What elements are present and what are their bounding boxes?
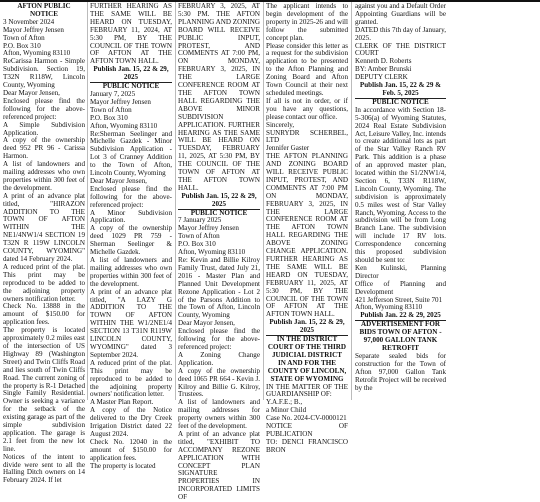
notice-text: FEBRUARY 3, 2025, AT 5:30 PM. THE AFTON PLANNING AND ZONING BOARD WILL RECEIVE PUBLIC INPUT, PROTEST, AND COMMENTS AT 7:00 PM, ON MONDAY, FEBRUARY 3, 2025, IN THE LARGE CONFERENCE ROOM AT THE AFTON TOWN HALL REGARDING THE ABOVE MINOR SUBDIVISION APPLICATION. FURTHER HEARING AS THE SAME WILL BE HEARD ON TUESDAY, FEBRUARY 11, 2025, AT 5:30 PM, BY THE COUNCIL OF THE TOWN OF AFTON AT THE AFTON TOWN HALL.: [178, 2, 260, 192]
notice-text: Dear Mayor Jensen,: [3, 88, 60, 97]
notice-text: Mayor Jeffrey Jensen: [90, 97, 151, 106]
publish-dates: Publish Jan. 15, 22 & 29, 2025: [93, 65, 169, 82]
column-1: [3, 2, 85, 485]
notice-text: A copy of the ownership deed 952 PR 96 - Carissa Harmon.: [3, 136, 85, 161]
notice-text: A copy of the Notice delivered to the Dry Creek Irrigation District dated 22 August 2024.: [90, 406, 172, 438]
publish-dates: Publish Jan. 15, 22 & 29 & Feb. 5, 2025: [359, 81, 442, 97]
notice-text: Enclosed please find the following for the above-referenced project:: [90, 184, 172, 209]
notice-text: NOTICE OF PUBLICATION: [266, 422, 348, 438]
notice-text: A copy of the ownership deed 1029 PR 759 - Sherman Seelinger & Michelle Gazdek.: [90, 224, 172, 257]
notice-text: TO: DENCI FRANCISCO BRON: [266, 437, 348, 454]
notice-text: Dear Mayor Jensen,: [90, 176, 147, 185]
notice-text: Separate sealed bids for construction for the Town of Afton 97,000 Gallon Tank Retrofit Project will be received by the: [355, 351, 447, 392]
notice-text: A Zoning Change Application.: [178, 350, 260, 367]
notice-text: Mayor Jeffrey Jensen: [3, 25, 64, 34]
notice-text: The property is located approximately 0.2 miles east of the intersection of US Highway 89 (Washington Street) and Twin Cliffs Road and lies south of Twin Cliffs Road. The current zoning of the property is R-1 Detached Single Family Residential. Owner is seeking a variance for the setback of the existing garage as part of the simple subdivision application. The garage is 2.1 feet from the new lot line.: [3, 326, 85, 453]
notice-text: Check No. 13888 in the amount of $150.00 for application fees.: [3, 302, 85, 327]
notice-text: CLERK OF THE DISTRICT COURT: [355, 41, 446, 58]
notice-text: Dear Mayor Jensen,: [178, 319, 235, 328]
notice-heading: IN THE DISTRICT COURT OF THE THIRD JUDICIAL DISTRICT: [267, 335, 347, 359]
notice-text: IN THE MATTER OF THE GUARDIANSHIP OF:: [266, 382, 348, 399]
notice-text: Please consider this letter as a request for the subdivision application to be presented to the Afton Planning and Zoning Board and Afton Town Council at their next scheduled meetings.: [266, 41, 348, 97]
notice-text: In accordance with Section 18-5-306(a) of Wyoming Statutes, 2024 Real Estate Subdivision Act, Leisure Valley, Inc. intends to create additional lots as part of the Star Valley Ranch RV Park. This addition is a phase of an approved master plan, located within the S1/2NW1/4, Section 6, T33N R118W, Lincoln County, Wyoming. The subdivision is approximately 0.5 miles west of Star Valley Ranch, Wyoming. Access to the subdivision will be from Long Branch Lane. The subdivision will include 17 RV lots. Correspondence concerning this proposed subdivision should be sent to:: [355, 105, 447, 264]
notice-text: Sincerely,: [266, 120, 295, 129]
publish-dates: Publish Jan. 22 & 29, 2025: [360, 311, 441, 320]
notice-text: The property is located: [90, 461, 156, 470]
notice-text: FURTHER HEARING AS THE SAME WILL BE HEARD ON TUESDAY, FEBRUARY 11, 2024, AT 5:30 PM, BY THE COUNCIL OF THE TOWN OF AFTON AT THE AFTON TOWN HALL.: [90, 2, 172, 66]
notice-text: 421 Jefferson Street, Suite 701: [355, 295, 443, 304]
column-divider: [263, 2, 264, 400]
notice-heading: PUBLIC NOTICE: [190, 208, 248, 217]
notice-text: Y.A.F.E.; B.,: [266, 398, 303, 407]
notice-text: A reduced print of the plat. This print may be reproduced to be added to the adjoining property owners' notification letter.: [90, 358, 172, 399]
publish-dates: Publish Jan. 15, 22 & 29, 2025: [181, 191, 257, 208]
notice-text: Kenneth D. Roberts: [355, 57, 412, 66]
notice-text: Check No. 12040 in the amount of $150.00 for application fees.: [90, 437, 172, 462]
notice-text: A list of landowners and mailing addresses who own properties within 300 feet of the development.: [90, 256, 172, 288]
notice-text: A Simple Subdivision Application.: [3, 120, 85, 137]
notice-text: Town of Afton: [178, 232, 220, 241]
notice-heading: ADVERTISEMENT FOR BIDS TOWN OF AFTON - 97,000 GALLON TANK RETROFIT: [359, 320, 442, 352]
notice-text: Re:Sherman Seelinger and Michelle Gazdek - Minor Subdivision Application - Lot 3 of Cranney Addition to the Town of Afton, Lincoln County, Wyoming: [90, 129, 172, 178]
notice-text: A print of an advance plat titled, "HIRAZON ADDITION TO THE TOWN OF AFTON WITHIN THE NE1/4NW1/4 SECTION 19 T32N R 119W LINCOLN COUNTY, WYOMING" dated 14 February 2024.: [3, 191, 85, 263]
column-5: [355, 3, 446, 400]
notice-text: January 7, 2025: [90, 89, 136, 98]
notice-text: THE AFTON PLANNING AND ZONING BOARD WILL RECEIVE PUBLIC INPUT, PROTEST, AND COMMENTS AT 7:00 PM ON MONDAY, FEBRUARY 3, 2025, IN THE LARGE CONFERENCE ROOM AT THE AFTON TOWN HALL REGARDING THE ABOVE ZONING CHANGE APPLICATION. FURTHER HEARING AS THE SAME WILL BE HEARD ON TUESDAY, FEBRUARY 11, 2025, AT 5:30 PM, BY THE COUNCIL OF THE TOWN OF AFTON AT THE AFTON TOWN HALL.: [266, 152, 348, 319]
notice-text: A Minor Subdivision Application.: [90, 208, 172, 225]
notice-text: P.O. Box 310: [3, 41, 41, 50]
notice-heading: PUBLIC NOTICE: [372, 97, 429, 106]
column-divider: [351, 2, 352, 400]
notice-text: 7 January 2025: [178, 216, 222, 225]
notice-text: Office of Planning and Development: [355, 279, 446, 296]
notice-text: Enclosed please find the following for the above-referenced project:: [178, 327, 260, 351]
notice-text: A list of landowners and mailing addresses who own properties within 300 feet of the development.: [3, 160, 85, 192]
notice-text: DEPUTY CLERK: [355, 73, 408, 82]
notice-text: Enclosed please find the following for the above-referenced project:: [3, 96, 85, 121]
notice-text: Jennifer Gaster: [266, 144, 310, 153]
notice-text: Afton, Wyoming 83110: [178, 248, 246, 257]
notice-text: A list of landowners and mailing addresses for property owners within 300 feet of the development.: [178, 398, 260, 431]
column-2: [90, 2, 172, 470]
notice-text: SUNRYDR SCHERBEL, LTD: [266, 128, 348, 145]
notice-text: Afton, Wyoming 83110: [3, 49, 71, 58]
publish-dates: Publish Jan. 15, 22 & 29, 2025: [269, 318, 345, 335]
notice-text: Town of Afton: [90, 105, 132, 114]
notice-heading: IN AND FOR THE COUNTY OF LINCOLN, STATE OF WYOMING: [267, 358, 347, 383]
notice-text: If all is not in order, or if you have any questions, please contact our office.: [266, 96, 348, 121]
notice-text: A print of an advance plat titled, "EXHIBIT TO ACCOMPANY REZONE APPLICATION WITH CONCEPT PLAN SIGNATURE PROPERTIES IN INCORPORATED LIMITS OF: [178, 429, 260, 502]
notice-text: BY: Amber Brunski: [355, 65, 412, 74]
notice-text: Notices of the intent to divide were sent to all the Halling Ditch owners on 14 February 2024. If let: [3, 452, 85, 485]
column-3: [178, 2, 260, 502]
column-divider: [87, 2, 88, 400]
notice-text: A reduced print of the plat. This print may be reproduced to be added to the adjoining property owners notification letter.: [3, 262, 85, 303]
notice-text: Afton, Wyoming 83110: [90, 121, 158, 130]
notice-text: The applicant intends to begin development of the property in 2025-26 and will follow the submitted concept plan.: [266, 2, 348, 42]
notice-text: A Master Plan Report.: [90, 398, 154, 407]
notice-text: A copy of the ownership deed 1065 PR 664 - Kevin J. Kilroy and Billie G. Kilroy, Trustees.: [178, 366, 260, 399]
notice-text: DATED this 7th day of January, 2025.: [355, 25, 446, 42]
notice-heading: PUBLIC NOTICE: [102, 82, 160, 91]
notice-text: P.O. Box 310: [178, 240, 216, 249]
column-divider: [175, 2, 176, 400]
notice-text: A print of an advance plat titled, "A LAZY G ADDITION TO THE TOWN OF AFTON WITHIN THE W1/2NE1/4 SECTION 13 T31N R119W LINCOLN COUNTY, WYOMING" dated 3 September 2024.: [90, 287, 172, 359]
notice-text: Ken Kulinski, Planning Director: [355, 263, 446, 280]
notice-text: P.O. Box 310: [90, 113, 128, 122]
notice-text: Case No. 2024-CV-0000121: [266, 414, 347, 423]
notice-text: Afton, Wyoming 83110: [355, 303, 423, 312]
notice-text: a Minor Child: [266, 406, 307, 415]
column-4: [266, 2, 348, 454]
notice-text: Mayor Jeffrey Jensen: [178, 224, 239, 233]
notice-text: ReCarissa Harmon - Simple Subdivision. Section 19, T32N R118W, Lincoln County, Wyoming: [3, 57, 85, 90]
notice-text: Town of Afton: [3, 33, 45, 42]
notice-text: against you and a Default Order Appointing Guardians will be granted.: [355, 2, 446, 26]
notice-text: Re: Kevin and Billie Kilroy Family Trust, dated July 21, 2016 - Master Plan and Planned Unit Development Rezone Application - Lot 2 of the Parsons Addition to the Town of Afton, Lincoln County, Wyoming: [178, 256, 260, 320]
notice-heading: AFTON PUBLIC NOTICE: [17, 2, 71, 18]
notice-text: 3 November 2024: [3, 17, 55, 26]
